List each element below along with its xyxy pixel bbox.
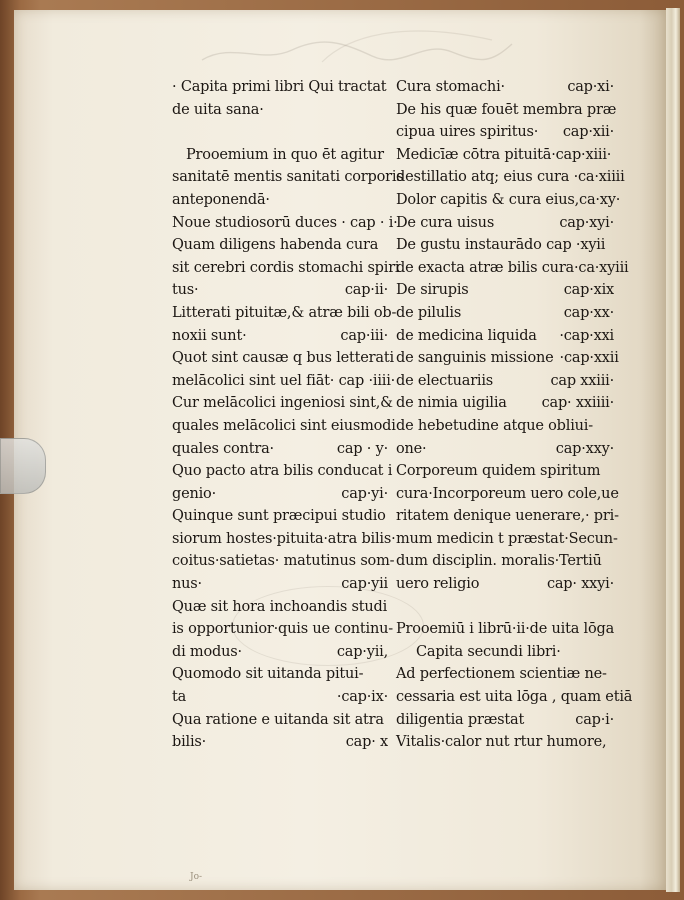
- text-line: Quam diligens habenda cura: [172, 237, 379, 254]
- left-column: [172, 76, 404, 754]
- chapter-ref: cap· xxiiii·: [541, 395, 614, 412]
- text-line: [172, 279, 388, 302]
- text-line: mum medicin t præstat·Secun-: [396, 530, 618, 547]
- chapter-ref: cap·ii·: [344, 282, 388, 299]
- chapter-ref: cap·xx·: [563, 304, 614, 321]
- text-line: Capita secundi libri·: [416, 643, 561, 660]
- text-line: sanitatē mentis sanitati corporis: [172, 169, 404, 186]
- text-line: [396, 121, 614, 144]
- chapter-ref: ·cap·xxi: [559, 327, 614, 344]
- entry-text: de pilulis: [396, 304, 462, 321]
- text-line: dum disciplin. moralis·Tertiū: [396, 553, 602, 570]
- text-line: [396, 76, 614, 99]
- text-line: Quæ sit hora inchoandis studi: [172, 598, 388, 615]
- text-line: [396, 709, 614, 732]
- text-line: Dolor capitis & cura eius,ca·xy·: [396, 191, 621, 208]
- faded-handwriting-mark: [192, 22, 522, 78]
- text-line: Litterati pituitæ,& atræ bili ob-: [172, 304, 397, 321]
- chapter-ref: cap·yii: [341, 576, 388, 593]
- text-line: [396, 212, 614, 235]
- entry-text: ta: [172, 689, 187, 706]
- text-line: [396, 347, 619, 370]
- text-line: Noue studiosorū duces · cap · i·: [172, 214, 398, 231]
- text-line: [396, 596, 614, 619]
- text-line: Ad perfectionem scientiæ ne-: [396, 666, 607, 683]
- text-line: Cur melācolici ingeniosi sint,&: [172, 395, 393, 412]
- text-line: [396, 573, 614, 596]
- footer-mark: Jo-: [190, 872, 203, 882]
- entry-text: De sirupis: [396, 282, 469, 299]
- entry-text: bilis·: [172, 734, 207, 751]
- text-line: melācolici sint uel fiāt· cap ·iiii·: [172, 372, 396, 389]
- entry-text: de sanguinis missione: [396, 350, 554, 367]
- entry-text: tus·: [172, 282, 199, 299]
- text-line: is opportunior·quis ue continu-: [172, 621, 393, 638]
- chapter-ref: cap xxiii·: [550, 372, 614, 389]
- page-edges: [666, 8, 680, 892]
- text-line: [396, 325, 614, 348]
- text-line: destillatio atq; eius cura ·ca·xiiii: [396, 169, 625, 186]
- chapter-ref: cap·xii·: [562, 124, 614, 141]
- text-line: de hebetudine atque obliui-: [396, 417, 593, 434]
- text-line: Corporeum quidem spiritum: [396, 463, 601, 480]
- text-line: [172, 641, 388, 664]
- entry-text: quales contra·: [172, 440, 274, 457]
- text-line: Quo pacto atra bilis conducat i: [172, 463, 393, 480]
- entry-text: de electuariis: [396, 372, 494, 389]
- right-column: [396, 76, 633, 754]
- entry-text: di modus·: [172, 643, 242, 660]
- text-line: de uita sana·: [172, 101, 264, 118]
- text-line: De his quæ fouēt membra præ: [396, 101, 617, 118]
- chapter-ref: cap· x: [345, 734, 388, 751]
- text-line: [172, 438, 388, 461]
- chapter-ref: cap·xyi·: [559, 214, 614, 231]
- chapter-ref: cap·xi·: [567, 79, 614, 95]
- text-line: [172, 686, 388, 709]
- text-line: [172, 121, 388, 144]
- entry-text: noxii sunt·: [172, 327, 247, 344]
- chapter-ref: cap·i·: [575, 711, 614, 728]
- text-line: [396, 392, 614, 415]
- text-line: Medicīæ cōtra pituitā·cap·xiii·: [396, 146, 612, 163]
- text-line: quales melācolici sint eiusmodi: [172, 417, 396, 434]
- text-line: Quot sint causæ q bus letterati: [172, 350, 394, 367]
- entry-text: genio·: [172, 485, 216, 502]
- chapter-ref: cap·xxy·: [555, 440, 614, 457]
- text-line: anteponendā·: [172, 191, 270, 208]
- text-line: [396, 302, 614, 325]
- entry-text: diligentia præstat: [396, 711, 525, 728]
- text-line: sit cerebri cordis stomachi spiri: [172, 259, 400, 276]
- chapter-ref: cap·xix: [563, 282, 614, 299]
- text-line: Prooemium in quo ēt agitur: [186, 146, 384, 163]
- entry-text: de nimia uigilia: [396, 395, 507, 412]
- text-line: [396, 279, 614, 302]
- text-line: [172, 573, 388, 596]
- entry-text: De cura uisus: [396, 214, 495, 231]
- text-line: [172, 483, 388, 506]
- text-line: [172, 731, 388, 754]
- text-line: [172, 325, 388, 348]
- chapter-ref: cap· xxyi·: [546, 576, 614, 593]
- text-line: [396, 438, 614, 461]
- text-line: cura·Incorporeum uero cole,ue: [396, 485, 619, 502]
- chapter-ref: ·cap·ix·: [336, 689, 388, 706]
- text-line: Qua ratione e uitanda sit atra: [172, 711, 384, 728]
- entry-text: de medicina liquida: [396, 327, 537, 344]
- text-line: Vitalis·calor nut rtur humore,: [396, 734, 607, 751]
- text-line: coitus·satietas· matutinus som-: [172, 553, 395, 570]
- text-line: siorum hostes·pituita·atra bilis·: [172, 530, 396, 547]
- text-line: Prooemiū i librū·ii·de uita lōga: [396, 621, 615, 638]
- entry-text: Cura stomachi·: [396, 79, 505, 95]
- text-line: Quomodo sit uitanda pitui-: [172, 666, 364, 683]
- entry-text: one·: [396, 440, 427, 457]
- page-clip-tab: [0, 438, 46, 494]
- entry-text: nus·: [172, 576, 202, 593]
- entry-text: uero religio: [396, 576, 480, 593]
- text-line: De gustu instaurādo cap ·xyii: [396, 237, 606, 254]
- chapter-ref: ·cap·xxii: [559, 350, 619, 367]
- text-line: cessaria est uita lōga , quam etiā: [396, 689, 633, 706]
- chapter-ref: cap·iii·: [340, 327, 388, 344]
- text-line: [396, 370, 614, 393]
- chapter-ref: cap·yii,: [336, 643, 388, 660]
- text-line: Quinque sunt præcipui studio: [172, 508, 386, 525]
- chapter-ref: cap·yi·: [341, 485, 388, 502]
- text-line: de exacta atræ bilis cura·ca·xyiii: [396, 259, 629, 276]
- chapter-ref: cap · y·: [336, 440, 388, 457]
- text-line: ritatem denique uenerare,· pri-: [396, 508, 619, 525]
- entry-text: cipua uires spiritus·: [396, 124, 539, 141]
- text-line: · Capita primi libri Qui tractat: [172, 79, 387, 95]
